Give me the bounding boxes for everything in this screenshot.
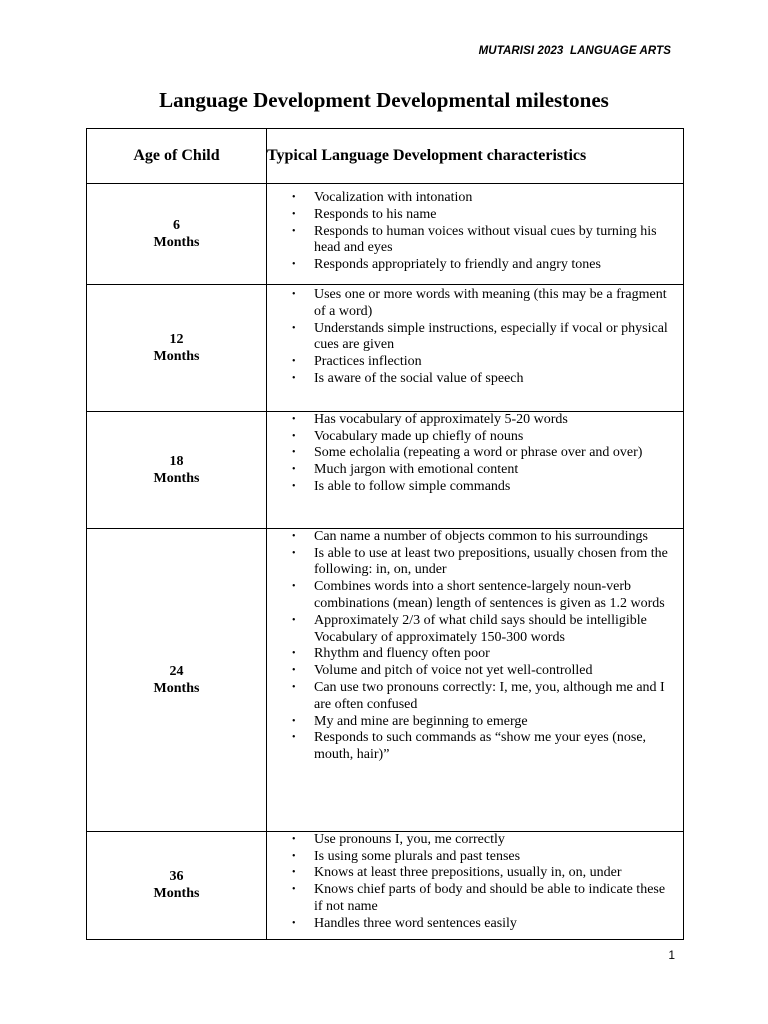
table-row: [87, 184, 684, 285]
page-title: Language Development Developmental milestones: [159, 88, 609, 112]
age-unit: Months: [153, 470, 200, 486]
table-row: [87, 528, 684, 831]
age-unit: Months: [153, 348, 200, 364]
column-header-age: Age of Child: [87, 129, 267, 184]
list-item: • Is able to follow simple commands: [267, 479, 683, 496]
characteristics-cell: [267, 285, 684, 412]
table-body: [87, 184, 684, 940]
list-item: • Rhythm and fluency often poor: [267, 646, 683, 663]
age-unit: Months: [153, 886, 200, 902]
age-number: 6: [173, 218, 180, 233]
list-item: • Practices inflection: [267, 354, 683, 371]
age-number: 18: [169, 453, 184, 469]
list-item: • Knows at least three prepositions, usually in, on, under: [267, 865, 683, 882]
column-header-characteristics: Typical Language Development characteristics: [267, 129, 684, 184]
list-item: • Much jargon with emotional content: [267, 462, 683, 479]
characteristics-cell: [267, 831, 684, 939]
list-item: • Responds to such commands as “show me your eyes (nose, mouth, hair)”: [267, 730, 683, 764]
table-row: [87, 831, 684, 939]
list-item: • My and mine are beginning to emerge: [267, 714, 683, 731]
list-item: • Handles three word sentences easily: [267, 916, 683, 933]
characteristics-list: [267, 190, 683, 274]
list-item: • Vocalization with intonation: [267, 190, 683, 207]
list-item: • Responds to human voices without visual cues by turning his head and eyes: [267, 224, 683, 258]
characteristics-list: [267, 412, 683, 496]
list-item: • Has vocabulary of approximately 5-20 words: [267, 412, 683, 429]
list-item: • Responds appropriately to friendly and angry tones: [267, 257, 683, 274]
list-item: • Use pronouns I, you, me correctly: [267, 832, 683, 849]
characteristics-cell: [267, 528, 684, 831]
list-item: • Vocabulary made up chiefly of nouns: [267, 429, 683, 446]
running-header: MUTARISI 2023 LANGUAGE ARTS: [478, 45, 671, 57]
list-item: • Is aware of the social value of speech: [267, 371, 683, 388]
list-item: • Responds to his name: [267, 207, 683, 224]
age-cell: [87, 831, 267, 939]
list-item: • Knows chief parts of body and should be able to indicate these if not name: [267, 882, 683, 916]
age-cell: [87, 528, 267, 831]
age-cell: [87, 285, 267, 412]
list-item: • Uses one or more words with meaning (this may be a fragment of a word): [267, 287, 683, 321]
table-header-row: [87, 129, 684, 184]
characteristics-list: [267, 832, 683, 933]
list-item: • Is using some plurals and past tenses: [267, 849, 683, 866]
list-item: Vocabulary of approximately 150-300 words: [314, 629, 565, 645]
list-item: • Volume and pitch of voice not yet well-controlled: [267, 663, 683, 680]
list-item: • Is able to use at least two prepositions, usually chosen from the following: in, on, under: [267, 546, 683, 580]
age-number: 12: [169, 331, 184, 347]
characteristics-list: [267, 287, 683, 388]
age-number: 36: [169, 869, 184, 885]
age-cell: [87, 411, 267, 528]
table-row: [87, 285, 684, 412]
list-item: • Combines words into a short sentence-largely noun-verb combinations (mean) length of sentences is given as 1.2 words: [267, 579, 683, 613]
list-item: • Approximately 2/3 of what child says should be intelligible: [267, 613, 683, 630]
characteristics-list: [267, 529, 683, 764]
characteristics-cell: [267, 184, 684, 285]
list-item: • Can use two pronouns correctly: I, me, you, although me and I are often confused: [267, 680, 683, 714]
list-item: • Some echolalia (repeating a word or phrase over and over): [267, 445, 683, 462]
age-unit: Months: [153, 235, 200, 250]
table-row: [87, 411, 684, 528]
milestones-table: [86, 128, 684, 940]
age-number: 24: [169, 663, 184, 679]
age-unit: Months: [153, 680, 200, 696]
page-number: 1: [668, 948, 675, 962]
list-item: • Can name a number of objects common to his surroundings: [267, 529, 683, 546]
list-item: • Understands simple instructions, especially if vocal or physical cues are given: [267, 321, 683, 355]
characteristics-cell: [267, 411, 684, 528]
age-cell: [87, 184, 267, 285]
